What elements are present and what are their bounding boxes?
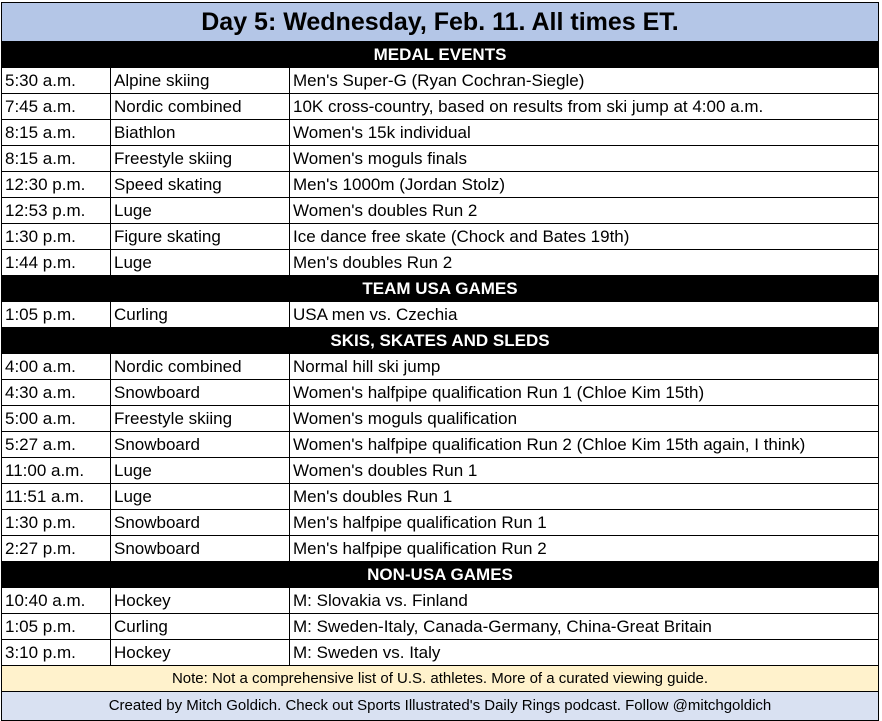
- sport-cell: Nordic combined: [111, 354, 290, 379]
- schedule-row: [2, 68, 878, 94]
- time-cell: 11:51 a.m.: [2, 484, 111, 509]
- sport-cell: Luge: [111, 484, 290, 509]
- event-cell: Women's halfpipe qualification Run 2 (Chloe Kim 15th again, I think): [293, 435, 806, 454]
- event-cell: Women's moguls qualification: [293, 409, 518, 428]
- time-cell: 3:10 p.m.: [2, 640, 111, 665]
- sport-cell: Alpine skiing: [111, 68, 290, 93]
- time-cell: 1:05 p.m.: [2, 614, 111, 639]
- footnote: Note: Not a comprehensive list of U.S. athletes. More of a curated viewing guide.: [2, 666, 878, 692]
- sport-cell: Biathlon: [111, 120, 290, 145]
- sport-cell: Snowboard: [111, 536, 290, 561]
- sport-cell: Hockey: [111, 640, 290, 665]
- time-cell: 1:30 p.m.: [2, 510, 111, 535]
- sport-cell: Luge: [111, 198, 290, 223]
- schedule-row: [2, 484, 878, 510]
- schedule-sections: [2, 42, 878, 666]
- credit-line: Created by Mitch Goldich. Check out Sports Illustrated's Daily Rings podcast. Follow @mitchgoldich: [2, 692, 878, 720]
- event-cell: Men's halfpipe qualification Run 1: [293, 513, 547, 532]
- event-cell: Men's doubles Run 2: [293, 253, 453, 272]
- schedule-sheet: [1, 2, 879, 721]
- time-cell: 10:40 a.m.: [2, 588, 111, 613]
- time-cell: 1:44 p.m.: [2, 250, 111, 275]
- event-cell: Women's 15k individual: [293, 123, 471, 142]
- event-cell: 10K cross-country, based on results from ski jump at 4:00 a.m.: [293, 97, 764, 116]
- time-cell: 12:30 p.m.: [2, 172, 111, 197]
- schedule-row: [2, 614, 878, 640]
- schedule-row: [2, 172, 878, 198]
- event-cell: Men's halfpipe qualification Run 2: [293, 539, 547, 558]
- sport-cell: Snowboard: [111, 380, 290, 405]
- schedule-row: [2, 354, 878, 380]
- sport-cell: Freestyle skiing: [111, 406, 290, 431]
- sport-cell: Curling: [111, 302, 290, 327]
- sport-cell: Freestyle skiing: [111, 146, 290, 171]
- schedule-row: [2, 510, 878, 536]
- section-header: NON-USA GAMES: [2, 562, 878, 588]
- sport-cell: Speed skating: [111, 172, 290, 197]
- event-cell: Women's halfpipe qualification Run 1 (Chloe Kim 15th): [293, 383, 705, 402]
- schedule-row: [2, 406, 878, 432]
- time-cell: 7:45 a.m.: [2, 94, 111, 119]
- schedule-row: [2, 302, 878, 328]
- schedule-row: [2, 380, 878, 406]
- sport-cell: Nordic combined: [111, 94, 290, 119]
- event-cell: Women's doubles Run 2: [293, 201, 478, 220]
- event-cell: M: Sweden vs. Italy: [293, 643, 441, 662]
- section-header: MEDAL EVENTS: [2, 42, 878, 68]
- sport-cell: Hockey: [111, 588, 290, 613]
- time-cell: 4:00 a.m.: [2, 354, 111, 379]
- schedule-row: [2, 432, 878, 458]
- event-cell: M: Slovakia vs. Finland: [293, 591, 468, 610]
- sport-cell: Figure skating: [111, 224, 290, 249]
- event-cell: Men's 1000m (Jordan Stolz): [293, 175, 506, 194]
- sport-cell: Luge: [111, 250, 290, 275]
- page-title: Day 5: Wednesday, Feb. 11. All times ET.: [2, 3, 878, 42]
- section-header: SKIS, SKATES AND SLEDS: [2, 328, 878, 354]
- section-header: TEAM USA GAMES: [2, 276, 878, 302]
- time-cell: 4:30 a.m.: [2, 380, 111, 405]
- sport-cell: Snowboard: [111, 432, 290, 457]
- event-cell: Men's doubles Run 1: [293, 487, 453, 506]
- time-cell: 8:15 a.m.: [2, 146, 111, 171]
- schedule-row: [2, 640, 878, 666]
- time-cell: 1:30 p.m.: [2, 224, 111, 249]
- time-cell: 5:30 a.m.: [2, 68, 111, 93]
- schedule-row: [2, 146, 878, 172]
- schedule-row: [2, 458, 878, 484]
- event-cell: Ice dance free skate (Chock and Bates 19th): [293, 227, 630, 246]
- time-cell: 1:05 p.m.: [2, 302, 111, 327]
- event-cell: Normal hill ski jump: [293, 357, 441, 376]
- event-cell: USA men vs. Czechia: [293, 305, 458, 324]
- time-cell: 5:00 a.m.: [2, 406, 111, 431]
- schedule-row: [2, 250, 878, 276]
- schedule-row: [2, 536, 878, 562]
- schedule-row: [2, 198, 878, 224]
- sport-cell: Curling: [111, 614, 290, 639]
- schedule-row: [2, 94, 878, 120]
- time-cell: 2:27 p.m.: [2, 536, 111, 561]
- event-cell: Women's moguls finals: [293, 149, 467, 168]
- time-cell: 11:00 a.m.: [2, 458, 111, 483]
- sport-cell: Luge: [111, 458, 290, 483]
- sport-cell: Snowboard: [111, 510, 290, 535]
- time-cell: 8:15 a.m.: [2, 120, 111, 145]
- time-cell: 5:27 a.m.: [2, 432, 111, 457]
- time-cell: 12:53 p.m.: [2, 198, 111, 223]
- event-cell: M: Sweden-Italy, Canada-Germany, China-Great Britain: [293, 617, 712, 636]
- schedule-row: [2, 120, 878, 146]
- schedule-row: [2, 224, 878, 250]
- event-cell: Men's Super-G (Ryan Cochran-Siegle): [293, 71, 585, 90]
- schedule-row: [2, 588, 878, 614]
- event-cell: Women's doubles Run 1: [293, 461, 478, 480]
